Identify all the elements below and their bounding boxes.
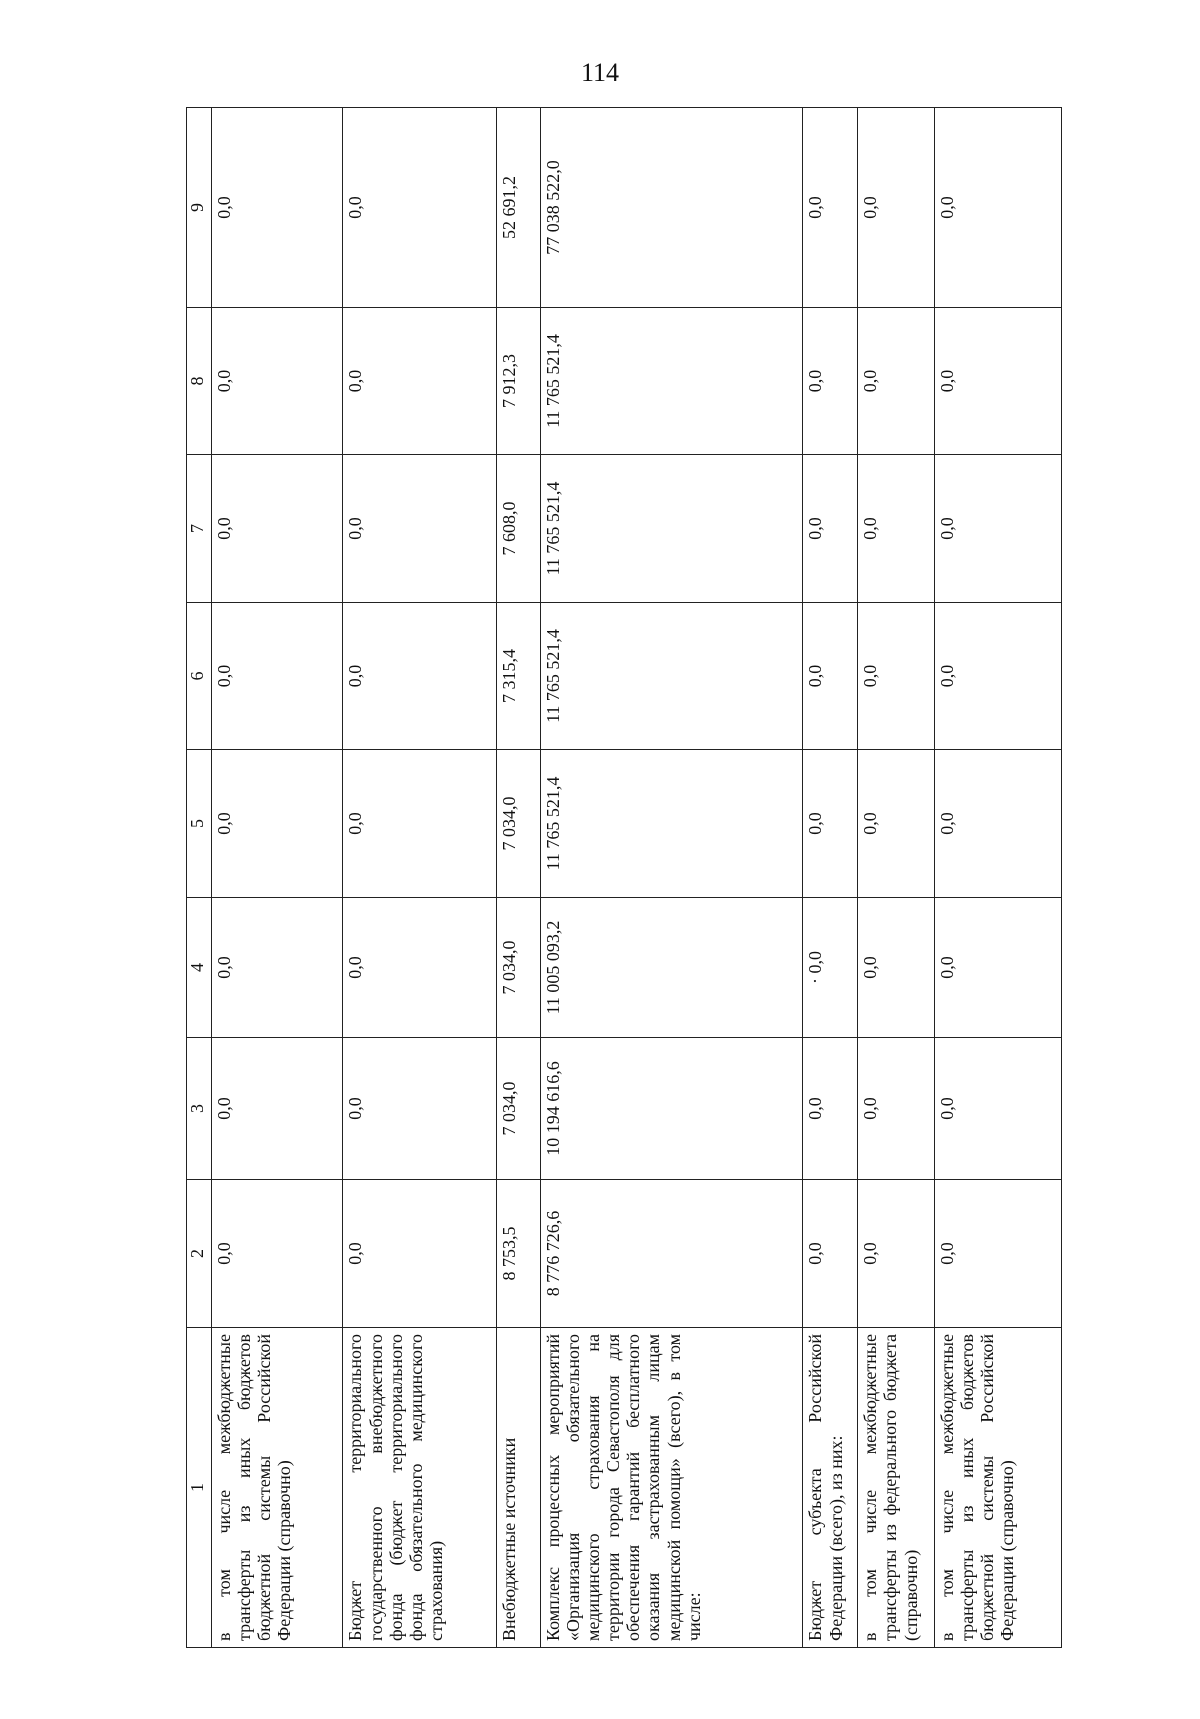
table-row [496,108,540,1648]
header-cell: 8 [187,308,212,455]
value-cell: 0,0 [343,1038,496,1180]
value-cell: 0,0 [212,108,343,308]
table-row [212,108,343,1648]
value-cell: 10 194 616,6 [540,1038,803,1180]
value-cell: 0,0 [934,898,1061,1038]
value-cell: 0,0 [803,308,858,455]
value-cell: 0,0 [343,308,496,455]
value-cell: 0,0 [803,603,858,750]
value-cell: 7 034,0 [496,750,540,898]
row-label: Бюджет субъекта Российской Федерации (всего), из них: [803,1328,858,1648]
value-cell: 0,0 [212,898,343,1038]
value-cell: 11 765 521,4 [540,455,803,603]
value-cell: 0,0 [858,1180,935,1328]
value-cell: 0,0 [803,455,858,603]
value-cell: 0,0 [934,1180,1061,1328]
value-cell: 0,0 [858,898,935,1038]
header-cell: 7 [187,455,212,603]
value-cell: 0,0 [212,1180,343,1328]
value-cell: 0,0 [803,1038,858,1180]
value-cell: 0,0 [343,603,496,750]
table-row [858,108,935,1648]
row-label: в том числе межбюджетные трансферты из иных бюджетов бюджетной системы Российской Федерации (справочно) [934,1328,1061,1648]
table-row [343,108,496,1648]
value-cell: 0,0 [934,455,1061,603]
value-cell: 0,0 [212,308,343,455]
value-cell: 0,0 [934,308,1061,455]
value-cell: 7 608,0 [496,455,540,603]
value-cell: 0,0 [858,1038,935,1180]
value-cell: 0,0 [858,750,935,898]
value-cell: 0,0 [343,1180,496,1328]
row-label: Комплекс процессных мероприятий «Организация обязательного медицинского страхования на территории города Севастополя для обеспечения гарантий бесплатного оказания застрахованным лицам медицинской помощи» (всего), в том числе: [540,1328,803,1648]
value-cell: 0,0 [803,1180,858,1328]
value-cell: 7 034,0 [496,898,540,1038]
budget-table [186,107,1062,1648]
header-row [187,108,212,1648]
value-cell: 8 776 726,6 [540,1180,803,1328]
value-cell: 0,0 [212,455,343,603]
value-cell: 0,0 [212,750,343,898]
value-cell: 8 753,5 [496,1180,540,1328]
row-label: Бюджет территориального государственного внебюджетного фонда (бюджет территориального фонда обязательного медицинского страхования) [343,1328,496,1648]
header-cell: 3 [187,1038,212,1180]
table-row [540,108,803,1648]
value-cell: 0,0 [858,108,935,308]
value-cell: 0,0 [343,750,496,898]
value-cell: · 0,0 [803,898,858,1038]
value-cell: 11 005 093,2 [540,898,803,1038]
value-cell: 7 315,4 [496,603,540,750]
header-cell: 2 [187,1180,212,1328]
header-cell: 1 [187,1328,212,1648]
value-cell: 0,0 [934,603,1061,750]
value-cell: 0,0 [858,455,935,603]
value-cell: 11 765 521,4 [540,308,803,455]
value-cell: 7 912,3 [496,308,540,455]
row-label: в том числе межбюджетные трансферты из федерального бюджета (справочно) [858,1328,935,1648]
header-cell: 9 [187,108,212,308]
value-cell: 77 038 522,0 [540,108,803,308]
value-cell: 0,0 [212,603,343,750]
value-cell: 0,0 [858,308,935,455]
header-cell: 6 [187,603,212,750]
value-cell: 11 765 521,4 [540,603,803,750]
page-number: 114 [580,58,620,87]
value-cell: 0,0 [343,108,496,308]
row-label: Внебюджетные источники [496,1328,540,1648]
row-label: в том числе межбюджетные трансферты из иных бюджетов бюджетной системы Российской Федерации (справочно) [212,1328,343,1648]
value-cell: 0,0 [858,603,935,750]
value-cell: 0,0 [934,108,1061,308]
table-row [934,108,1061,1648]
value-cell: 0,0 [934,750,1061,898]
value-cell: 0,0 [212,1038,343,1180]
value-cell: 7 034,0 [496,1038,540,1180]
value-cell: 52 691,2 [496,108,540,308]
table-row [803,108,858,1648]
header-cell: 4 [187,898,212,1038]
value-cell: 0,0 [343,898,496,1038]
value-cell: 0,0 [343,455,496,603]
header-cell: 5 [187,750,212,898]
rotated-table-wrapper [186,108,1062,1648]
value-cell: 0,0 [803,750,858,898]
value-cell: 0,0 [803,108,858,308]
value-cell: 11 765 521,4 [540,750,803,898]
value-cell: 0,0 [934,1038,1061,1180]
